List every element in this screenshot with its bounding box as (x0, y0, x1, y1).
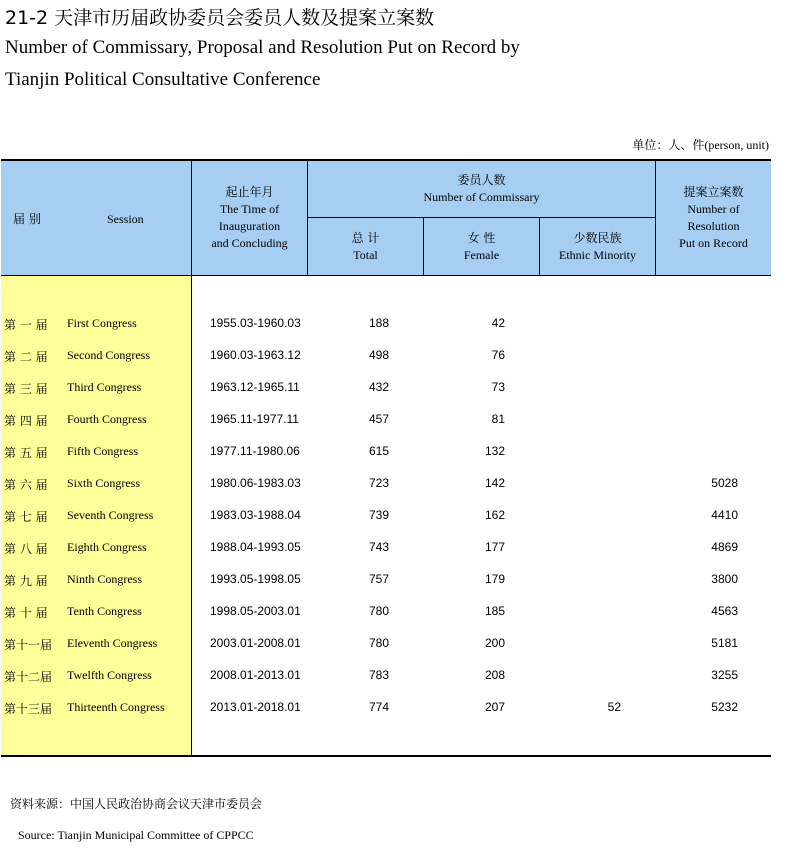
cell-female: 132 (484, 444, 505, 458)
cell-session-en: Seventh Congress (67, 508, 154, 522)
cell-total: 188 (368, 316, 389, 330)
header-commissary-en: Number of Commissary (423, 190, 540, 204)
cell-session-cn: 第十二届 (4, 670, 53, 684)
cell-resolution: 4410 (711, 508, 738, 522)
unit-label: 单位：人、件(person, unit) (632, 138, 769, 152)
cell-session-en: Sixth Congress (67, 476, 141, 490)
cell-total: 457 (368, 412, 389, 426)
table-row (1, 532, 771, 564)
cell-session-cn: 第十三届 (4, 702, 53, 716)
cell-female: 81 (491, 412, 505, 426)
cell-time: 1983.03-1988.04 (210, 508, 301, 522)
cell-session-cn: 第 五 届 (4, 446, 48, 460)
cell-time: 2003.01-2008.01 (210, 636, 301, 650)
table-row (1, 564, 771, 596)
cell-time: 1965.11-1977.11 (210, 412, 299, 426)
cell-session-cn: 第 四 届 (4, 414, 48, 428)
cell-total: 743 (368, 540, 389, 554)
cell-female: 162 (484, 508, 505, 522)
cell-female: 185 (484, 604, 505, 618)
header-resolution-en-2: Resolution (687, 219, 740, 233)
cell-time: 2013.01-2018.01 (210, 700, 301, 714)
cell-total: 432 (368, 380, 389, 394)
cell-session-en: Ninth Congress (67, 572, 142, 586)
cell-female: 76 (491, 348, 505, 362)
table-row (1, 660, 771, 692)
header-resolution (656, 161, 771, 275)
cell-session-en: Second Congress (67, 348, 150, 362)
source-note-cn: 资料来源：中国人民政治协商会议天津市委员会 (10, 797, 263, 811)
source-note-en: Source: Tianjin Municipal Committee of CPPCC (18, 828, 254, 842)
header-female (424, 218, 539, 275)
table-row (1, 628, 771, 660)
statistics-table (1, 159, 771, 757)
header-time-en-2: Inauguration (218, 219, 281, 233)
cell-resolution: 4869 (711, 540, 738, 554)
cell-total: 780 (368, 604, 389, 618)
cell-resolution: 4563 (711, 604, 738, 618)
cell-session-en: Fourth Congress (67, 412, 147, 426)
header-commissary (308, 161, 655, 217)
cell-session-cn: 第 六 届 (4, 478, 48, 492)
cell-session-cn: 第 一 届 (4, 318, 48, 332)
cell-female: 179 (484, 572, 505, 586)
cell-time: 1993.05-1998.05 (210, 572, 301, 586)
cell-session-en: Tenth Congress (67, 604, 142, 618)
cell-time: 2008.01-2013.01 (210, 668, 301, 682)
table-row (1, 468, 771, 500)
cell-session-cn: 第 三 届 (4, 382, 48, 396)
cell-session-en: First Congress (67, 316, 137, 330)
cell-female: 208 (484, 668, 505, 682)
cell-time: 1988.04-1993.05 (210, 540, 301, 554)
cell-total: 774 (368, 700, 389, 714)
cell-session-en: Third Congress (67, 380, 142, 394)
cell-session-en: Eleventh Congress (67, 636, 158, 650)
cell-time: 1977.11-1980.06 (210, 444, 300, 458)
cell-session-cn: 第十一届 (4, 638, 53, 652)
header-time-cn: 起止年月 (225, 185, 274, 199)
cell-resolution: 3800 (711, 572, 738, 586)
cell-time: 1955.03-1960.03 (210, 316, 301, 330)
header-resolution-en-3: Put on Record (679, 236, 748, 250)
cell-female: 142 (484, 476, 505, 490)
cell-time: 1998.05-2003.01 (210, 604, 301, 618)
table-title-cn: 21-2 天津市历届政协委员会委员人数及提案立案数 (5, 7, 435, 29)
cell-female: 207 (484, 700, 505, 714)
cell-session-en: Twelfth Congress (67, 668, 152, 682)
cell-total: 739 (368, 508, 389, 522)
cell-resolution: 5181 (711, 636, 738, 650)
cell-total: 757 (368, 572, 389, 586)
cell-total: 615 (368, 444, 389, 458)
header-ethnic (540, 218, 655, 275)
table-row (1, 596, 771, 628)
cell-session-cn: 第 八 届 (4, 542, 48, 556)
table-row (1, 436, 771, 468)
bottom-rule (1, 755, 771, 757)
cell-session-en: Thirteenth Congress (67, 700, 165, 714)
header-total (308, 218, 423, 275)
cell-resolution: 5232 (711, 700, 738, 714)
cell-female: 177 (484, 540, 505, 554)
cell-session-cn: 第 九 届 (4, 574, 48, 588)
cell-total: 783 (368, 668, 389, 682)
header-time-en-3: and Concluding (211, 236, 288, 250)
cell-session-en: Eighth Congress (67, 540, 147, 554)
cell-session-en: Fifth Congress (67, 444, 139, 458)
cell-time: 1960.03-1963.12 (210, 348, 301, 362)
cell-resolution: 5028 (711, 476, 738, 490)
table-row (1, 404, 771, 436)
header-ethnic-cn: 少数民族 (573, 230, 622, 245)
cell-female: 42 (491, 316, 505, 330)
cell-female: 73 (491, 380, 505, 394)
header-commissary-cn: 委员人数 (457, 173, 506, 187)
cell-total: 780 (368, 636, 389, 650)
header-session-cn: 届 别 (13, 212, 41, 226)
header-resolution-en-1: Number of (687, 202, 740, 216)
cell-time: 1963.12-1965.11 (210, 380, 300, 394)
table-row (1, 500, 771, 532)
cell-female: 200 (484, 636, 505, 650)
header-total-cn: 总 计 (351, 230, 380, 245)
header-session (1, 161, 191, 275)
header-session-en: Session (107, 212, 144, 226)
table-row (1, 692, 771, 724)
header-female-cn: 女 性 (467, 230, 496, 245)
table-row (1, 308, 771, 340)
cell-session-cn: 第 十 届 (4, 606, 48, 620)
header-time (192, 161, 307, 275)
table-row (1, 372, 771, 404)
table-title-en-line1: Number of Commissary, Proposal and Resolution Put on Record by (5, 37, 520, 58)
cell-resolution: 3255 (711, 668, 738, 682)
cell-time: 1980.06-1983.03 (210, 476, 301, 490)
header-female-en: Female (463, 247, 500, 262)
table-row (1, 340, 771, 372)
header-ethnic-en: Ethnic Minority (559, 247, 636, 262)
cell-session-cn: 第 七 届 (4, 510, 48, 524)
cell-total: 723 (368, 476, 389, 490)
table-title-en-line2: Tianjin Political Consultative Conference (5, 69, 321, 90)
header-total-en: Total (353, 247, 378, 262)
cell-total: 498 (368, 348, 389, 362)
header-time-en-1: The Time of (219, 202, 280, 216)
header-rule (1, 275, 771, 276)
header-resolution-cn: 提案立案数 (683, 185, 744, 199)
cell-session-cn: 第 二 届 (4, 350, 48, 364)
cell-ethnic: 52 (607, 700, 621, 714)
